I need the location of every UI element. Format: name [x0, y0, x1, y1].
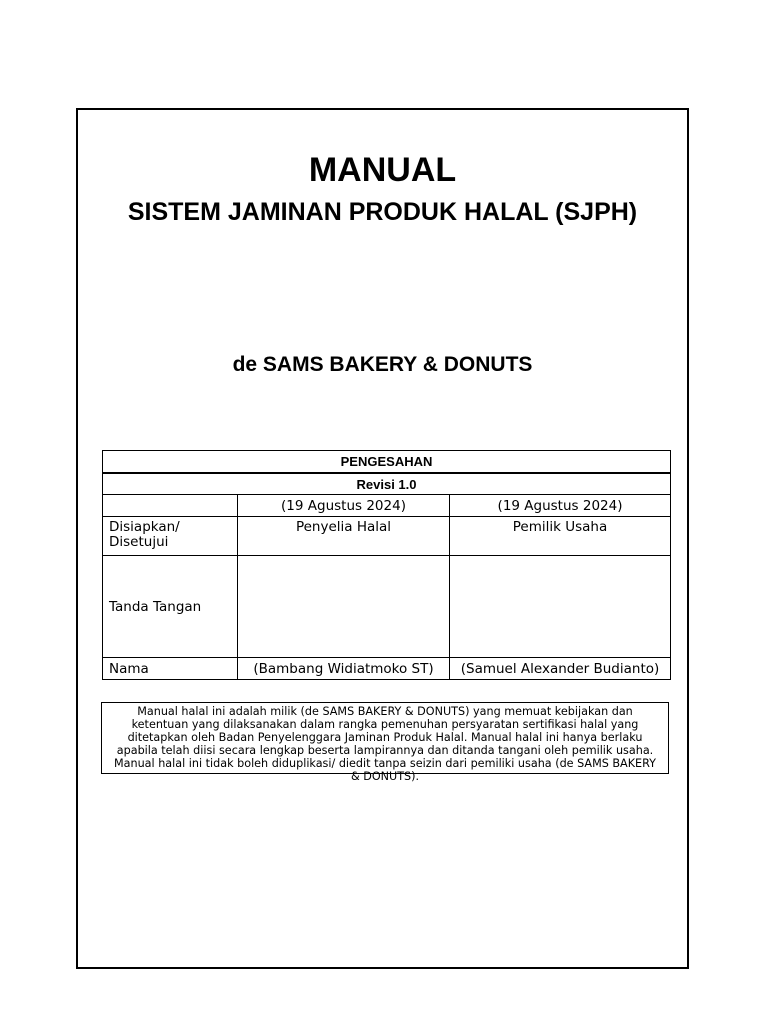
role-supervisor: Penyelia Halal [238, 517, 450, 556]
revision-row [103, 473, 671, 495]
role-owner: Pemilik Usaha [450, 517, 671, 556]
signature-label: Tanda Tangan [103, 556, 238, 658]
name-supervisor: (Bambang Widiatmoko ST) [238, 658, 450, 680]
document-subtitle: SISTEM JAMINAN PRODUK HALAL (SJPH) [127, 198, 638, 226]
approval-table [102, 450, 671, 680]
name-owner: (Samuel Alexander Budianto) [450, 658, 671, 680]
signature-row [103, 556, 671, 658]
approval-header-row [103, 451, 671, 474]
name-label: Nama [103, 658, 238, 680]
date-cell-owner: (19 Agustus 2024) [450, 495, 671, 517]
signature-supervisor [238, 556, 450, 658]
company-name: de SAMS BAKERY & DONUTS [232, 353, 533, 376]
approval-header: PENGESAHAN [103, 451, 671, 474]
page-frame [76, 108, 689, 969]
signature-owner [450, 556, 671, 658]
role-row [103, 517, 671, 556]
notice-box [101, 702, 669, 783]
name-row [103, 658, 671, 680]
date-cell-empty [103, 495, 238, 517]
date-row [103, 495, 671, 517]
role-label: Disiapkan/ Disetujui [103, 517, 238, 556]
date-cell-supervisor: (19 Agustus 2024) [238, 495, 450, 517]
revision-label: Revisi 1.0 [103, 473, 671, 495]
document-title: MANUAL [308, 151, 457, 189]
notice-text: Manual halal ini adalah milik (de SAMS BAKERY & DONUTS) yang memuat kebijakan dan ketentuan yang dilaksanakan dalam rangka pemenuhan persyaratan sertifikasi halal yang ditetapkan oleh Badan Penyelenggara Jaminan Produk Halal. Manual halal ini hanya berlaku apabila telah diisi secara lengkap beserta lampirannya dan ditanda tangani oleh pemilik usaha. Manual halal ini tidak boleh diduplikasi/ diedit tanpa seizin dari pemiliki usaha (de SAMS BAKERY & DONUTS). [113, 705, 657, 783]
